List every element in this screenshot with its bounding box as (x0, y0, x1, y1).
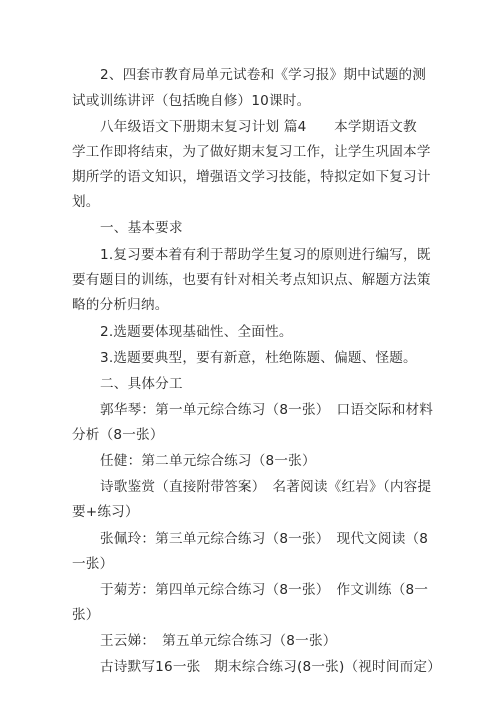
subheading: 一、基本要求 (100, 220, 183, 236)
assignment-line: 郭华琴：第一单元综合练习（8一张） 口语交际和材料 (100, 402, 434, 418)
assignment-line: 任健：第二单元综合练习（8一张） (100, 453, 316, 469)
paragraph-line: 2.选题要体现基础性、全面性。 (100, 324, 293, 340)
paragraph-line: 1.复习要本着有利于帮助学生复习的原则进行编写，既 (100, 247, 431, 263)
assignment-line: 古诗默写16一张 期末综合练习(8一张)（视时间而定） (100, 659, 442, 675)
paragraph-line: 略的分析归纳。 (72, 297, 169, 313)
assignment-line: 张） (72, 607, 100, 623)
paragraph-line: 3.选题要典型，要有新意，杜绝陈题、偏题、怪题。 (100, 350, 417, 366)
paragraph-line: 要有题目的训练，也要有针对相关考点知识点、解题方法策 (72, 272, 431, 288)
paragraph-line: 试或训练讲评（包括晚自修）10课时。 (72, 93, 311, 109)
subheading: 二、具体分工 (100, 376, 183, 392)
paragraph-line: 2、四套市教育局单元试卷和《学习报》期中试题的测 (100, 67, 427, 83)
assignment-line: 要+练习） (72, 504, 139, 520)
assignment-line: 张佩玲：第三单元综合练习（8一张） 现代文阅读（8 (100, 531, 429, 547)
paragraph-line: 划。 (72, 194, 100, 210)
assignment-line: 于菊芳：第四单元综合练习（8一张） 作文训练（8一 (100, 582, 429, 598)
paragraph-line: 学工作即将结束，为了做好期末复习工作，让学生巩固本学 (72, 144, 431, 160)
assignment-line: 一张） (72, 556, 114, 572)
assignment-line: 王云娣： 第五单元综合练习（8一张） (100, 633, 337, 649)
assignment-line: 诗歌鉴赏（直接附带答案） 名著阅读《红岩》（内容提 (100, 479, 432, 495)
section-heading-line: 八年级语文下册期末复习计划 篇4 本学期语文教 (100, 119, 417, 135)
paragraph-line: 期所学的语文知识，增强语文学习技能，特拟定如下复习计 (72, 169, 431, 185)
assignment-line: 分析（8一张） (72, 427, 164, 443)
